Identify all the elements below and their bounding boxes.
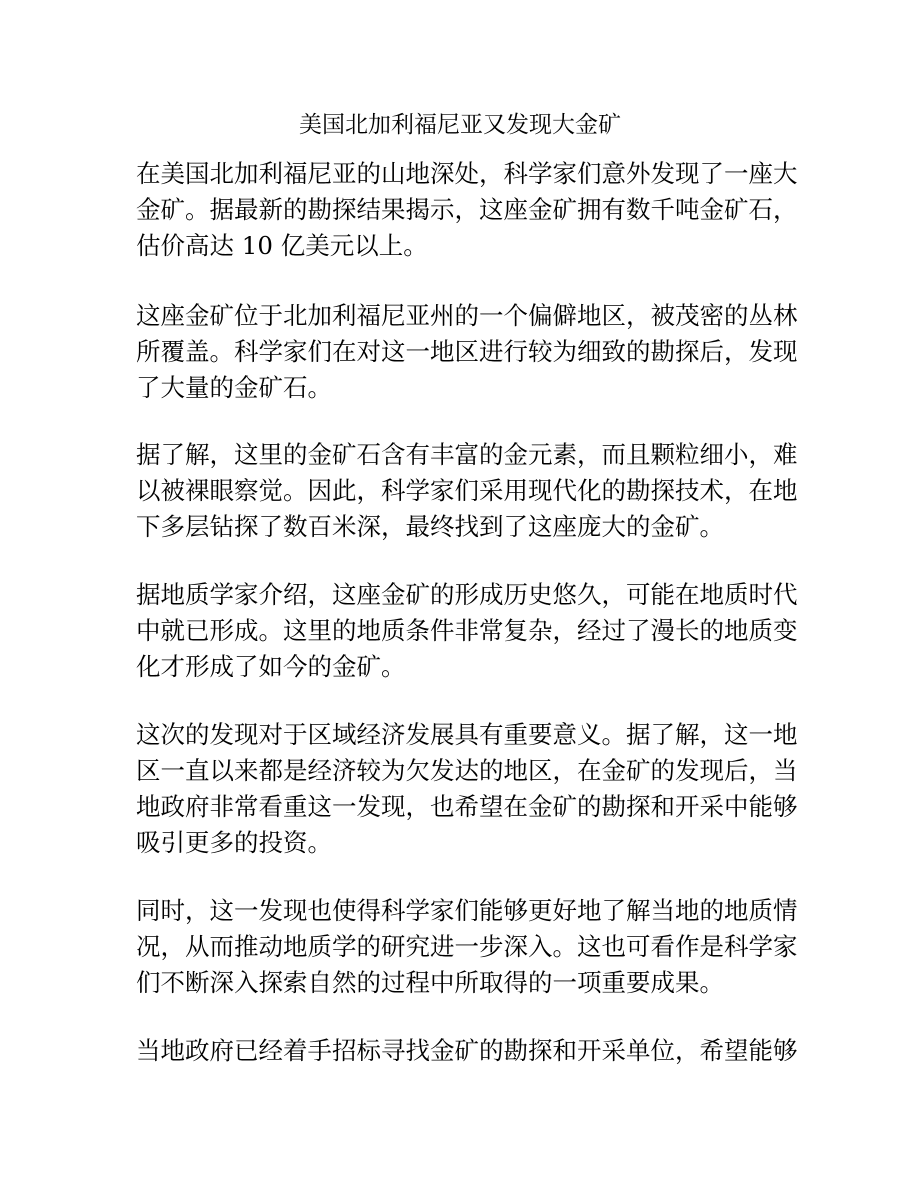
paragraph-line: 据地质学家介绍，这座金矿的形成历史悠久，可能在地质时代	[136, 580, 798, 609]
paragraph-line: 估价高达 10 亿美元以上。	[136, 231, 428, 260]
paragraph-line: 这座金矿位于北加利福尼亚州的一个偏僻地区，被茂密的丛林	[136, 301, 798, 330]
paragraph-line: 中就已形成。这里的地质条件非常复杂，经过了漫长的地质变	[136, 616, 798, 645]
paragraph-line: 况，从而推动地质学的研究进一步深入。这也可看作是科学家	[136, 932, 798, 961]
paragraph-line: 这次的发现对于区域经济发展具有重要意义。据了解，这一地	[136, 720, 798, 749]
paragraph-2	[136, 298, 796, 406]
paragraph-4	[136, 577, 796, 685]
paragraph-line: 据了解，这里的金矿石含有丰富的金元素，而且颗粒细小，难	[136, 440, 798, 469]
paragraph-line: 化才形成了如今的金矿。	[136, 652, 406, 681]
document-title: 美国北加利福尼亚又发现大金矿	[299, 112, 621, 138]
paragraph-line: 区一直以来都是经济较为欠发达的地区，在金矿的发现后，当	[136, 756, 798, 785]
paragraph-line: 下多层钻探了数百米深，最终找到了这座庞大的金矿。	[136, 512, 724, 541]
paragraph-line: 所覆盖。科学家们在对这一地区进行较为细致的勘探后，发现	[136, 337, 798, 366]
paragraph-3	[136, 437, 796, 545]
paragraph-line: 同时，这一发现也使得科学家们能够更好地了解当地的地质情	[136, 896, 798, 925]
paragraph-1	[136, 156, 796, 264]
paragraph-line: 吸引更多的投资。	[136, 828, 332, 857]
paragraph-line: 在美国北加利福尼亚的山地深处，科学家们意外发现了一座大	[136, 159, 798, 188]
paragraph-line: 了大量的金矿石。	[136, 373, 332, 402]
paragraph-5	[136, 717, 796, 861]
paragraph-line: 地政府非常看重这一发现，也希望在金矿的勘探和开采中能够	[136, 792, 798, 821]
paragraph-7	[136, 1033, 796, 1069]
paragraph-6	[136, 893, 796, 1001]
paragraph-line: 当地政府已经着手招标寻找金矿的勘探和开采单位，希望能够	[136, 1036, 798, 1065]
paragraph-line: 们不断深入探索自然的过程中所取得的一项重要成果。	[136, 968, 724, 997]
paragraph-line: 金矿。据最新的勘探结果揭示，这座金矿拥有数千吨金矿石，	[136, 195, 798, 224]
paragraph-line: 以被裸眼察觉。因此，科学家们采用现代化的勘探技术，在地	[136, 476, 798, 505]
